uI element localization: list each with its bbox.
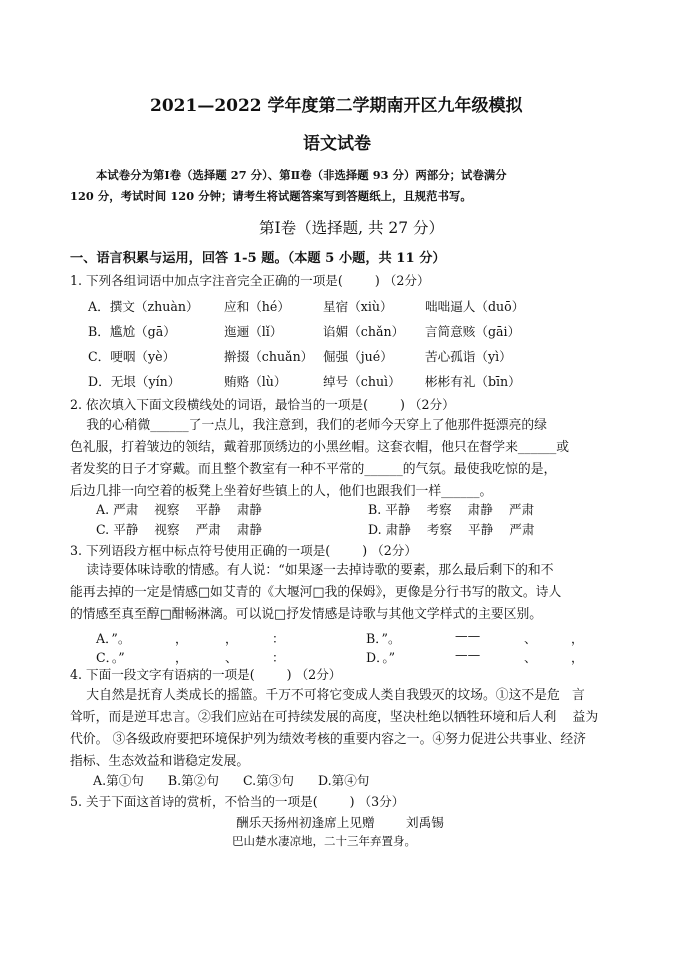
option-cell: ， xyxy=(571,650,584,665)
question-1-stem: 1. 下列各组词语中加点字注音完全正确的一项是( ) （2分） xyxy=(70,273,430,288)
option-cell: D．。” xyxy=(366,650,396,665)
passage-line: 读诗要体味诗歌的情感。有人说：“如果逐一去掉诗歌的要素，那么最后剩下的和不 xyxy=(70,563,554,578)
passage-line: 大自然是抚育人类成长的摇篮。千万不可将它变成人类自我毁灭的坟场。①这不是危 言 xyxy=(70,688,585,703)
passage-line: 指标、生态效益和谐稳定发展。 xyxy=(70,754,250,769)
option-line: A. 严肃 视察 平静 肃静 xyxy=(96,502,262,517)
option-line: C. 平静 视察 严肃 肃静 xyxy=(96,522,262,537)
poem-title: 酬乐天扬州初逢席上见赠 xyxy=(236,815,375,830)
option-cell: 彬彬有礼（bīn） xyxy=(425,374,521,389)
option-cell: 擀掇（chuǎn） xyxy=(224,349,314,364)
option-cell: B．尴尬（gā） xyxy=(88,324,176,339)
option-cell: 星宿（xiù） xyxy=(323,299,393,314)
option-cell: 言简意赅（gāi） xyxy=(425,324,521,339)
passage-line: 耸听，而是逆耳忠言。②我们应站在可持续发展的高度，坚决杜绝以牺牲环境和后人利 益为 xyxy=(70,710,599,725)
passage-line: 者发奖的日子才穿戴。而且整个教室有一种不平常的______的气氛。最使我吃惊的是， xyxy=(70,462,557,477)
option-cell: A．”。 xyxy=(96,631,131,646)
intro-line: 120 分，考试时间 120 分钟；请考生将试题答案写到答题纸上，且规范书写。 xyxy=(70,189,472,203)
option-cell: 、 xyxy=(524,650,537,665)
option-cell: A．撰文（zhuàn） xyxy=(88,299,199,314)
option-line: D. 肃静 考察 平静 严肃 xyxy=(368,522,535,537)
option-cell: ， xyxy=(175,650,188,665)
option-cell: 咄咄逼人（duō） xyxy=(425,299,525,314)
passage-line: 我的心稍微______了一点儿，我注意到，我们的老师今天穿上了他那件挺漂亮的绿 xyxy=(70,418,547,433)
page-subtitle: 语文试卷 xyxy=(303,134,371,154)
option-cell: 应和（hé） xyxy=(224,299,290,314)
passage-line: 色礼服，打着皱边的领结，戴着那顶绣边的小黑丝帽。这套衣帽，他只在督学来______或 xyxy=(70,440,570,455)
option-line: A.第①句 B.第②句 C.第③句 D.第④句 xyxy=(93,773,370,788)
option-cell: B．”。 xyxy=(366,631,401,646)
option-cell: 迤逦（lǐ） xyxy=(224,324,283,339)
question-3-stem: 3. 下列语段方框中标点符号使用正确的一项是( ) （2分） xyxy=(70,543,417,558)
passage-line: 的情感至真至醇□酣畅淋漓。可以说□抒发情感是诗歌与其他文学样式的主要区别。 xyxy=(70,607,543,622)
option-cell: 、 xyxy=(524,631,537,646)
option-cell: C．哽咽（yè） xyxy=(88,349,176,364)
intro-line: 本试卷分为第Ⅰ卷（选择题 27 分）、第Ⅱ卷（非选择题 93 分）两部分；试卷满分 xyxy=(96,168,507,182)
passage-line: 代价。 ③各级政府要把环境保护列为绩效考核的重要内容之一。④努力促进公共事业、经济 xyxy=(70,732,586,747)
passage-line: 能再去掉的一定是情感□如艾青的《大堰河□我的保姆》，更像是分行书写的散文。诗人 xyxy=(70,585,562,600)
option-cell: ： xyxy=(272,631,285,646)
option-cell: 苦心孤诣（yì） xyxy=(425,349,512,364)
poem-author: 刘禹锡 xyxy=(406,815,444,830)
option-cell: C．。” xyxy=(96,650,125,665)
question-4-stem: 4. 下面一段文字有语病的一项是( ) （2分） xyxy=(70,667,342,682)
option-cell: 、 xyxy=(225,650,238,665)
option-cell: ， xyxy=(571,631,584,646)
option-cell: 谄媚（chǎn） xyxy=(323,324,405,339)
option-line: B. 平静 考察 肃静 严肃 xyxy=(368,502,535,517)
option-cell: ， xyxy=(225,631,238,646)
option-cell: 贿赂（lù） xyxy=(224,374,287,389)
section-heading: 一、语言积累与运用，回答 1-5 题。（本题 5 小题，共 11 分） xyxy=(70,251,446,266)
option-cell: —— xyxy=(455,647,481,662)
option-cell: 绰号（chuì） xyxy=(323,374,401,389)
option-cell: ， xyxy=(175,631,188,646)
passage-line: 后边几排一向空着的板凳上坐着好些镇上的人，他们也跟我们一样______。 xyxy=(70,484,493,499)
option-cell: D．无垠（yín） xyxy=(88,374,181,389)
question-2-stem: 2. 依次填入下面文段横线处的词语，最恰当的一项是( ) （2分） xyxy=(70,397,455,412)
part-heading: 第Ⅰ卷（选择题, 共 27 分） xyxy=(259,219,445,237)
option-cell: ： xyxy=(272,650,285,665)
page-title: 2021—2022 学年度第二学期南开区九年级模拟 xyxy=(150,96,523,116)
option-cell: —— xyxy=(455,628,481,643)
question-5-stem: 5. 关于下面这首诗的赏析，不恰当的一项是( ) （3分） xyxy=(70,794,405,809)
poem-line: 巴山楚水凄凉地，二十三年弃置身。 xyxy=(232,834,416,848)
option-cell: 倔强（jué） xyxy=(323,349,393,364)
